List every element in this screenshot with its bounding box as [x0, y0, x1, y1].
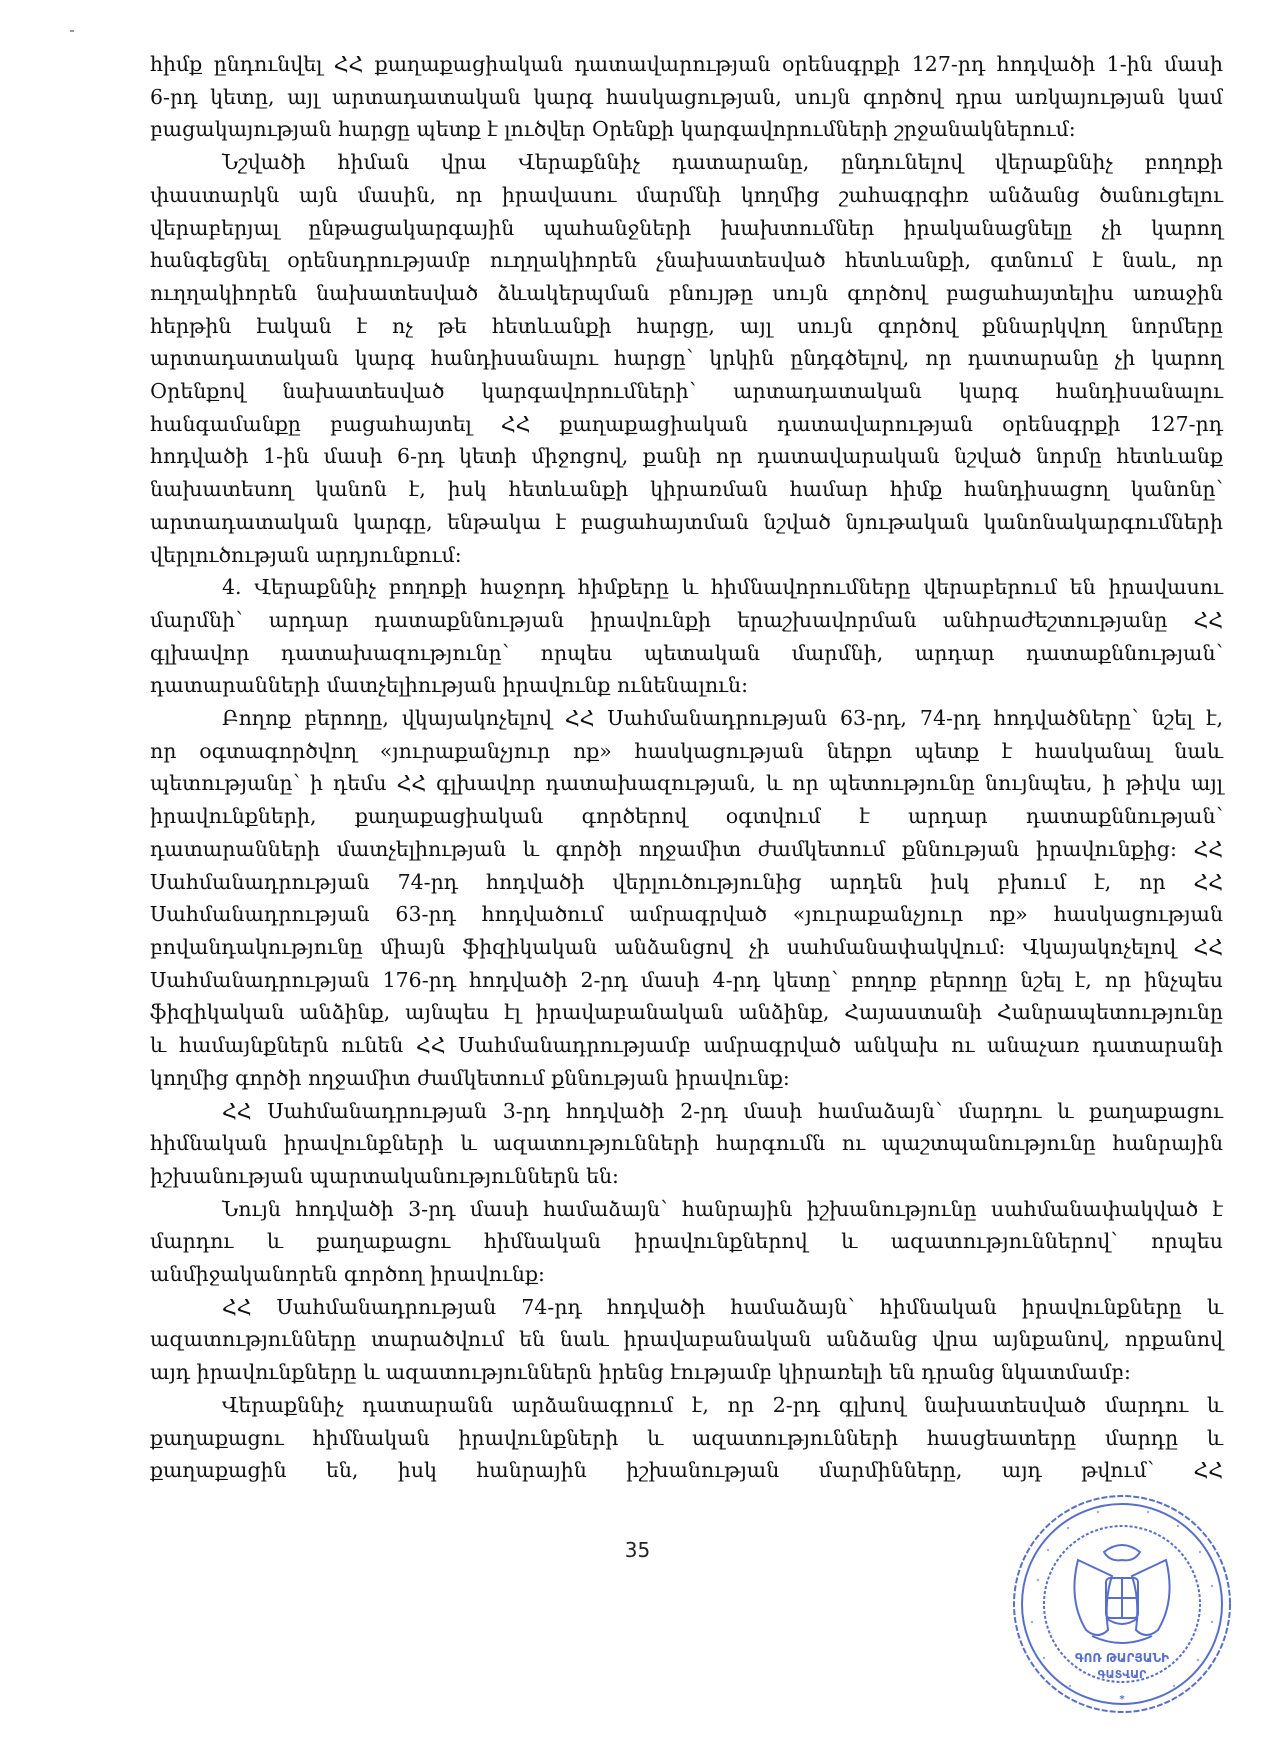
text-line: մարդու և քաղաքացու հիմնական իրավունքներով և ազատություններով՝ որպես — [150, 1229, 1223, 1254]
text-line: իշխանության պարտականություններն են: — [150, 1163, 619, 1188]
text-line: ուղղակիորեն նախատեսված ձևակերպման բնույթը սույն գործով բացահայտելիս առաջին — [150, 280, 1223, 305]
svg-text:ԳՈՌ ԹԱՐՅԱՆԻ: ԳՈՌ ԹԱՐՅԱՆԻ — [1074, 1651, 1170, 1665]
paragraph — [150, 1291, 1223, 1389]
text-line: ազատությունները տարածվում են նաև իրավաբանական անձանց վրա այնքանով, որքանով — [150, 1327, 1223, 1352]
paragraph — [150, 1389, 1223, 1487]
text-line: Սահմանադրության 74-րդ հոդվածի վերլուծությունից արդեն իսկ բխում է, որ ՀՀ — [150, 869, 1223, 894]
paragraph — [150, 48, 1223, 146]
text-line: բովանդակությունը միայն ֆիզիկական անձանցով չի սահմանափակվում: Վկայակոչելով ՀՀ — [150, 934, 1223, 959]
text-line: այդ իրավունքները և ազատություններն իրենց էությամբ կիրառելի են դրանց նկատմամբ: — [150, 1360, 1131, 1385]
text-line: անմիջականորեն գործող իրավունք: — [150, 1262, 545, 1287]
text-line: վերլուծության արդյունքում: — [150, 542, 462, 567]
text-line: 4. Վերաքննիչ բողոքի հաջորդ հիմքերը և հիմնավորումները վերաբերում են իրավասու — [222, 575, 1223, 600]
text-line: Նշվածի հիման վրա Վերաքննիչ դատարանը, ընդունելով վերաքննիչ բողոքի — [222, 150, 1223, 175]
text-line: վերաբերյալ ընթացակարգային պահանջների խախտումներ իրականացնելը չի կարող — [150, 215, 1223, 240]
text-line: ՀՀ Սահմանադրության 74-րդ հոդվածի համաձայն՝ հիմնական իրավունքները և — [222, 1294, 1223, 1319]
text-line: ֆիզիկական անձինք, այնպես էլ իրավաբանական անձինք, Հայաստանի Հանրապետությունը — [150, 1000, 1223, 1025]
text-line: ՀՀ Սահմանադրության 3-րդ հոդվածի 2-րդ մասի համաձայն՝ մարդու և քաղաքացու — [222, 1098, 1223, 1123]
text-line: քաղաքացին են, իսկ հանրային իշխանության մարմինները, այդ թվում՝ ՀՀ — [150, 1458, 1223, 1483]
text-line: Սահմանադրության 176-րդ հոդվածի 2-րդ մասի 4-րդ կետը՝ բողոք բերողը նշել է, որ ինչպես — [150, 967, 1223, 992]
text-line: և համայնքներն ունեն ՀՀ Սահմանադրությամբ ամրագրված անկախ ու անաչառ դատարանի — [150, 1033, 1223, 1058]
paragraph — [150, 146, 1223, 571]
text-line: փաստարկն այն մասին, որ իրավասու մարմնի կողմից շահագրգիռ անձանց ծանուցելու — [150, 182, 1223, 207]
svg-text:ԳԱՏՎԱՐ: ԳԱՏՎԱՐ — [1097, 1668, 1147, 1681]
text-line: 6-րդ կետը, այլ արտադատական կարգ հասկացության, սույն գործով դրա առկայության կամ — [150, 84, 1223, 109]
text-line: Վերաքննիչ դատարանն արձանագրում է, որ 2-րդ գլխով նախատեսված մարդու և — [222, 1392, 1223, 1417]
text-line: արտադատական կարգ հանդիսանալու հարցը՝ կրկին ընդգծելով, որ դատարանը չի կարող — [150, 346, 1223, 371]
text-line: հանգամանքը բացահայտել ՀՀ քաղաքացիական դատավարության օրենսգրքի 127-րդ — [150, 411, 1223, 436]
text-line: դատարանների մատչելիության և գործի ողջամիտ ժամկետում քննության իրավունքից: ՀՀ — [150, 836, 1223, 861]
text-line: բացակայության հարցը պետք է լուծվեր Օրենքի կարգավորումների շրջանակներում: — [150, 117, 1076, 142]
text-line: իրավունքների, քաղաքացիական գործերով օգտվում է արդար դատաքննության՝ — [150, 804, 1223, 829]
text-line: հանգեցնել օրենսդրությամբ ուղղակիորեն չնախատեսված հետևանքի, գտնում է նաև, որ — [150, 248, 1223, 273]
text-line: հերթին էական է ոչ թե հետևանքի հարցը, այլ սույն գործով քննարկվող նորմերը — [150, 313, 1223, 338]
text-line: քաղաքացու հիմնական իրավունքների և ազատությունների հասցեատերը մարդը և — [150, 1425, 1223, 1450]
text-line: հիմք ընդունվել ՀՀ քաղաքացիական դատավարության օրենսգրքի 127-րդ հոդվածի 1-ին մասի — [150, 52, 1223, 76]
text-line: Սահմանադրության 63-րդ հոդվածում ամրագրված «յուրաքանչյուր ոք» հասկացության — [150, 902, 1223, 927]
text-line: Օրենքով նախատեսված կարգավորումների՝ արտադատական կարգ հանդիսանալու — [150, 379, 1223, 404]
page-number: 35 — [624, 1538, 651, 1562]
svg-text:*: * — [1119, 1694, 1125, 1705]
text-line: արտադատական կարգը, ենթակա է բացահայտման նշված նյութական կանոնակարգումների — [150, 509, 1223, 534]
paragraph — [150, 1095, 1223, 1193]
document-body — [150, 48, 1223, 1487]
official-seal-icon — [1008, 1490, 1236, 1718]
text-line: նախատեսող կանոն է, իսկ հետևանքի կիրառման համար հիմք հանդիսացող կանոնը՝ — [150, 477, 1223, 502]
text-line: դատարանների մատչելիության իրավունք ունենալուն: — [150, 673, 748, 698]
text-line: մարմնի՝ արդար դատաքննության իրավունքի երաշխավորման անհրաժեշտությանը ՀՀ — [150, 607, 1223, 632]
text-line: հիմնական իրավունքների և ազատությունների հարգումն ու պաշտպանությունը հանրային — [150, 1131, 1223, 1156]
text-line: որ օգտագործվող «յուրաքանչյուր ոք» հասկացության ներքո պետք է հասկանալ նաև — [150, 738, 1223, 763]
text-line: գլխավոր դատախազությունը՝ որպես պետական մարմնի, արդար դատաքննության՝ — [150, 640, 1223, 665]
text-line: Նույն հոդվածի 3-րդ մասի համաձայն՝ հանրային իշխանությունը սահմանափակված է — [222, 1196, 1223, 1221]
text-line: կողմից գործի ողջամիտ ժամկետում քննության իրավունք: — [150, 1065, 790, 1090]
paragraph — [150, 571, 1223, 702]
text-line: Բողոք բերողը, վկայակոչելով ՀՀ Սահմանադրության 63-րդ, 74-րդ հոդվածները՝ նշել է, — [222, 706, 1223, 731]
paragraph — [150, 702, 1223, 1094]
paragraph — [150, 1193, 1223, 1291]
scan-artifact-mark — [70, 30, 74, 32]
text-line: հոդվածի 1-ին մասի 6-րդ կետի միջոցով, քանի որ դատավարական նշված նորմը հետևանք — [150, 444, 1223, 469]
text-line: պետությանը՝ ի դեմս ՀՀ գլխավոր դատախազության, և որ պետությունը նույնպես, ի թիվս այլ — [150, 771, 1223, 796]
